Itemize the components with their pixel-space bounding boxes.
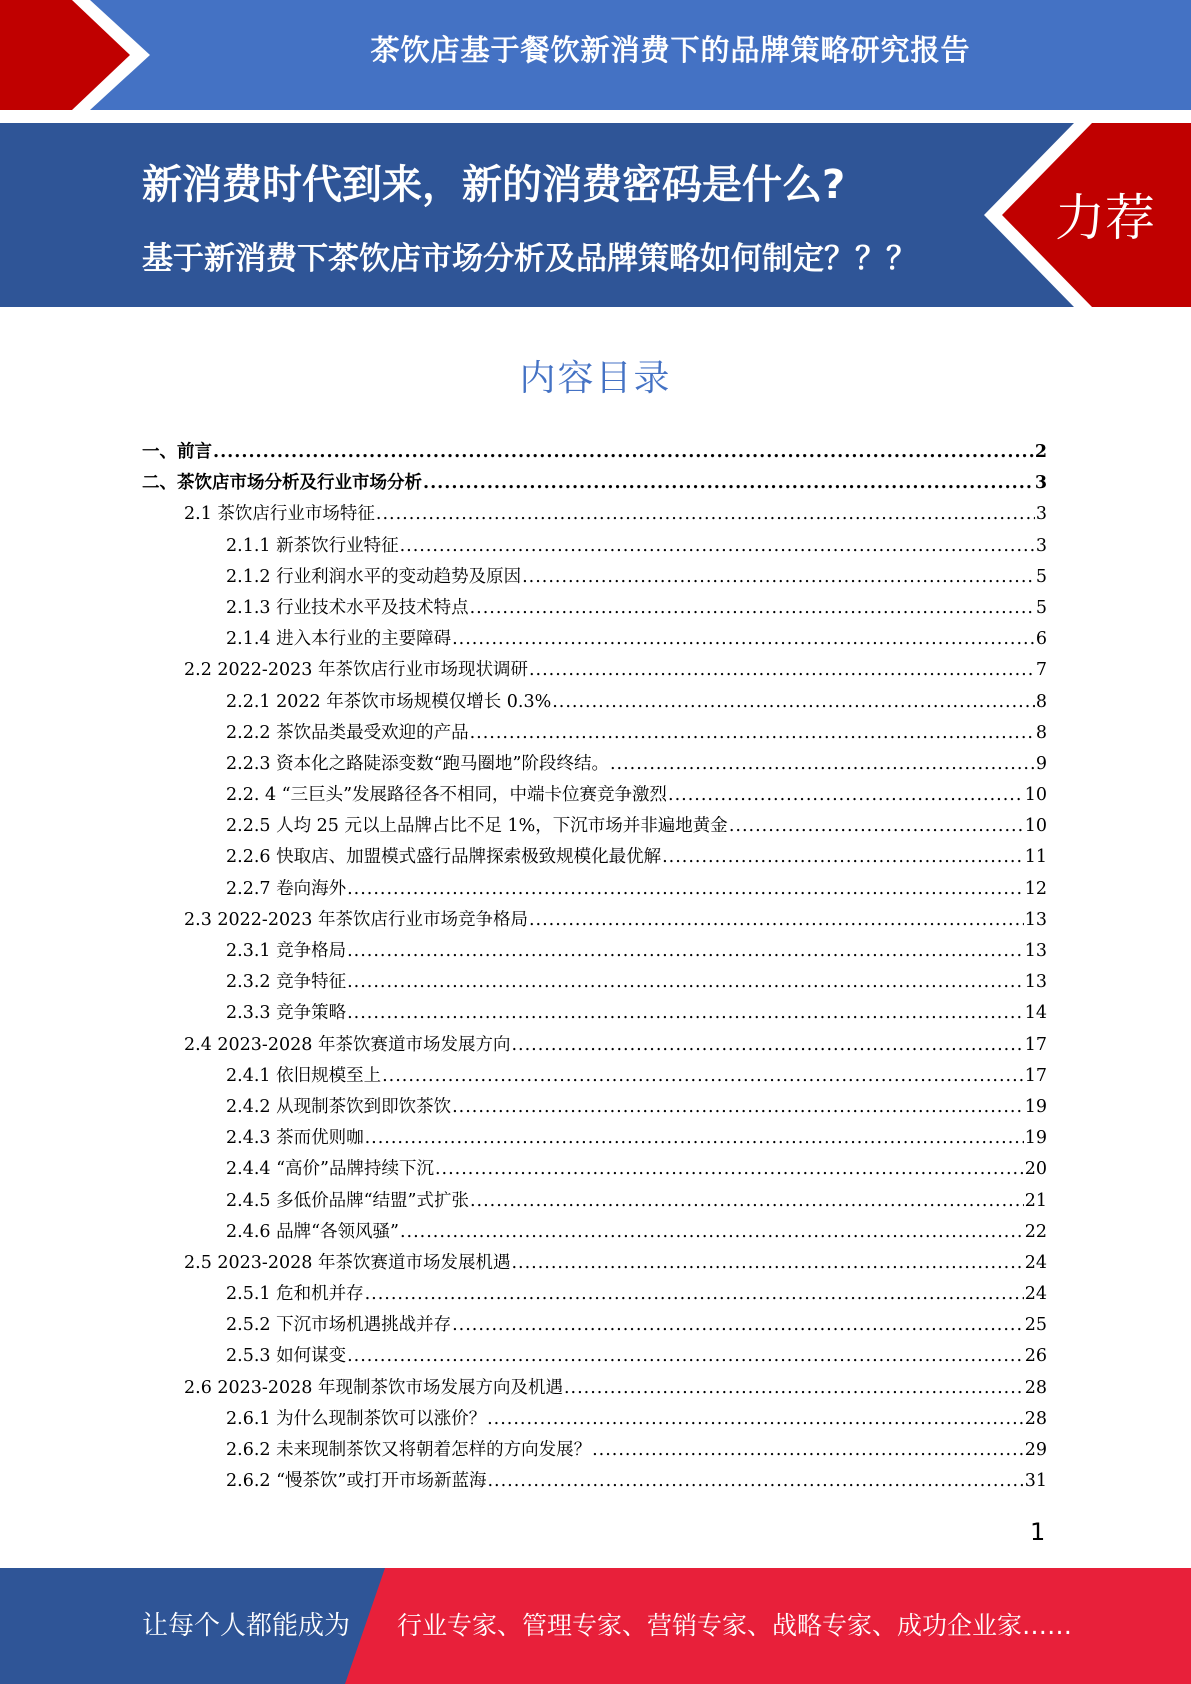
report-title: 茶饮店基于餐饮新消费下的品牌策略研究报告 (370, 33, 971, 67)
toc-entry-label: 2.3.2 竞争特征 (226, 972, 347, 993)
toc-leader-dots (347, 1341, 1024, 1372)
toc-entry[interactable] (142, 499, 1047, 530)
toc-leader-dots (400, 531, 1035, 562)
toc-entry-page: 24 (1024, 1252, 1047, 1273)
toc-entry-page: 17 (1024, 1034, 1047, 1055)
top-banner (0, 0, 1191, 110)
toc-entry-page: 13 (1024, 909, 1047, 930)
toc-entry-label: 2.1 茶饮店行业市场特征 (184, 504, 375, 525)
toc-entry-page: 25 (1024, 1315, 1047, 1336)
toc-leader-dots (529, 905, 1024, 936)
toc-leader-dots (213, 437, 1034, 468)
page-number: 1 (1030, 1518, 1046, 1546)
toc-entry[interactable] (142, 624, 1047, 655)
recommend-corner-decoration (0, 123, 1191, 307)
toc-leader-dots (347, 967, 1024, 998)
toc-entry[interactable] (142, 1186, 1047, 1217)
toc-entry-page: 8 (1035, 722, 1047, 743)
toc-entry-page: 13 (1024, 941, 1047, 961)
toc-entry-page: 3 (1034, 473, 1047, 494)
toc-leader-dots (592, 1435, 1024, 1466)
toc-entry-page: 9 (1035, 753, 1047, 774)
toc-entry-label: 2.1.4 进入本行业的主要障碍 (226, 629, 452, 650)
toc-entry[interactable] (142, 1248, 1047, 1279)
toc-entry-page: 5 (1035, 597, 1047, 618)
toc-leader-dots (487, 1466, 1023, 1497)
toc-leader-dots (452, 1092, 1024, 1123)
toc-entry-label: 2.5 2023-2028 年茶饮赛道市场发展机遇 (184, 1252, 511, 1273)
toc-entry-page: 10 (1024, 816, 1047, 837)
toc-leader-dots (365, 1123, 1024, 1154)
footer-slogan-left: 让每个人都能成为 (142, 1611, 351, 1641)
toc-entry-label: 2.4.2 从现制茶饮到即饮茶饮 (226, 1096, 452, 1117)
hero-headline: 新消费时代到来，新的消费密码是什么? (142, 162, 846, 208)
red-chevron-decoration (0, 0, 150, 110)
toc-entry-page: 14 (1024, 1003, 1047, 1024)
toc-entry-page: 11 (1024, 847, 1047, 868)
toc-entry-page: 13 (1024, 972, 1047, 993)
toc-entry[interactable] (142, 1404, 1047, 1435)
toc-entry-label: 2.6 2023-2028 年现制茶饮市场发展方向及机遇 (184, 1377, 563, 1398)
table-of-contents (142, 437, 1047, 1497)
toc-entry[interactable] (142, 1061, 1047, 1092)
toc-entry[interactable] (142, 562, 1047, 593)
toc-entry[interactable] (142, 998, 1047, 1029)
toc-entry[interactable] (142, 811, 1047, 842)
toc-entry[interactable] (142, 1466, 1047, 1497)
toc-leader-dots (347, 936, 1024, 967)
toc-entry[interactable] (142, 468, 1047, 499)
toc-entry[interactable] (142, 1435, 1047, 1466)
toc-entry-label: 2.6.2 未来现制茶饮又将朝着怎样的方向发展？ (226, 1440, 592, 1460)
toc-leader-dots (564, 1373, 1024, 1404)
toc-entry-label: 2.2.5 人均 25 元以上品牌占比不足 1%，下沉市场并非遍地黄金 (226, 816, 728, 837)
toc-entry[interactable] (142, 593, 1047, 624)
toc-leader-dots (487, 1404, 1024, 1435)
toc-entry-page: 8 (1035, 691, 1047, 712)
toc-entry[interactable] (142, 1373, 1047, 1404)
toc-entry-page: 10 (1024, 785, 1047, 806)
toc-entry-label: 2.2.7 卷向海外 (226, 878, 347, 899)
toc-entry-page: 5 (1035, 566, 1047, 587)
toc-leader-dots (400, 1217, 1024, 1248)
toc-entry[interactable] (142, 531, 1047, 562)
toc-entry-label: 2.5.1 危和机并存 (226, 1284, 364, 1305)
toc-entry-label: 2.6.1 为什么现制茶饮可以涨价？ (226, 1408, 487, 1429)
toc-leader-dots (452, 624, 1035, 655)
toc-entry-page: 7 (1035, 660, 1047, 681)
toc-entry-label: 2.2.3 资本化之路陡添变数“跑马圈地”阶段终结。 (226, 753, 609, 774)
hero-subheadline: 基于新消费下茶饮店市场分析及品牌策略如何制定？？？ (142, 241, 917, 277)
toc-entry-page: 20 (1024, 1159, 1047, 1180)
hero-banner (0, 123, 1191, 307)
toc-leader-dots (529, 655, 1035, 686)
toc-entry-page: 12 (1024, 878, 1047, 899)
toc-entry-page: 19 (1024, 1096, 1047, 1117)
toc-leader-dots (522, 562, 1035, 593)
toc-entry-label: 2.2 2022-2023 年茶饮店行业市场现状调研 (184, 660, 528, 681)
toc-entry-page: 3 (1035, 535, 1047, 556)
toc-entry[interactable] (142, 842, 1047, 873)
toc-entry[interactable] (142, 967, 1047, 998)
toc-leader-dots (452, 1310, 1024, 1341)
toc-entry[interactable] (142, 749, 1047, 780)
toc-leader-dots (662, 842, 1024, 873)
toc-leader-dots (347, 998, 1024, 1029)
toc-leader-dots (552, 687, 1035, 718)
toc-entry[interactable] (142, 1092, 1047, 1123)
recommend-badge: 力荐 (1055, 189, 1155, 247)
toc-entry-label: 2.4.3 茶而优则咖 (226, 1128, 364, 1149)
toc-entry-label: 一、前言 (142, 442, 212, 462)
toc-leader-dots (668, 780, 1024, 811)
toc-entry-label: 2.4.4 “高价”品牌持续下沉 (226, 1159, 434, 1180)
toc-entry[interactable] (142, 905, 1047, 936)
toc-entry-page: 28 (1024, 1408, 1047, 1429)
toc-entry[interactable] (142, 1030, 1047, 1061)
toc-entry-label: 2.1.3 行业技术水平及技术特点 (226, 597, 469, 618)
toc-entry-page: 3 (1035, 504, 1047, 525)
toc-entry-label: 2.3.1 竞争格局 (226, 941, 347, 961)
toc-entry-label: 2.4.6 品牌“各领风骚” (226, 1221, 399, 1242)
toc-entry[interactable] (142, 655, 1047, 686)
toc-entry-page: 6 (1035, 629, 1047, 650)
toc-leader-dots (347, 874, 1024, 905)
toc-entry[interactable] (142, 874, 1047, 905)
toc-leader-dots (470, 718, 1035, 749)
toc-entry-label: 2.5.3 如何谋变 (226, 1346, 347, 1367)
toc-entry-label: 2.3 2022-2023 年茶饮店行业市场竞争格局 (184, 909, 528, 930)
footer-banner (0, 1568, 1191, 1684)
toc-leader-dots (376, 499, 1035, 530)
toc-entry[interactable] (142, 1154, 1047, 1185)
toc-entry-label: 2.5.2 下沉市场机遇挑战并存 (226, 1315, 452, 1336)
toc-leader-dots (729, 811, 1024, 842)
toc-entry-label: 二、茶饮店市场分析及行业市场分析 (142, 473, 422, 494)
toc-entry[interactable] (142, 718, 1047, 749)
toc-entry-label: 2.4.5 多低价品牌“结盟”式扩张 (226, 1190, 469, 1211)
toc-entry-label: 2.4.1 依旧规模至上 (226, 1065, 382, 1086)
toc-leader-dots (423, 468, 1034, 499)
toc-entry[interactable] (142, 1279, 1047, 1310)
toc-entry-label: 2.4 2023-2028 年茶饮赛道市场发展方向 (184, 1034, 511, 1055)
toc-entry[interactable] (142, 687, 1047, 718)
toc-entry-page: 26 (1024, 1346, 1047, 1367)
toc-entry-label: 2.2.2 茶饮品类最受欢迎的产品 (226, 722, 469, 743)
toc-entry[interactable] (142, 437, 1047, 468)
toc-title: 内容目录 (519, 358, 672, 399)
toc-entry[interactable] (142, 1310, 1047, 1341)
toc-entry-label: 2.6.2 “慢茶饮”或打开市场新蓝海 (226, 1471, 487, 1492)
toc-entry[interactable] (142, 936, 1047, 967)
toc-entry-label: 2.1.1 新茶饮行业特征 (226, 535, 399, 556)
toc-entry[interactable] (142, 1217, 1047, 1248)
toc-entry-page: 17 (1024, 1065, 1047, 1086)
toc-entry-page: 19 (1024, 1128, 1047, 1149)
toc-entry-page: 31 (1024, 1471, 1047, 1492)
footer-slogan-right: 行业专家、管理专家、营销专家、战略专家、成功企业家…… (397, 1611, 1073, 1640)
toc-leader-dots (610, 749, 1035, 780)
toc-entry-label: 2.2.1 2022 年茶饮市场规模仅增长 0.3% (226, 691, 552, 712)
toc-entry[interactable] (142, 1341, 1047, 1372)
toc-leader-dots (511, 1030, 1023, 1061)
toc-entry-page: 22 (1024, 1221, 1047, 1242)
toc-leader-dots (365, 1279, 1024, 1310)
toc-leader-dots (470, 1186, 1024, 1217)
toc-leader-dots (382, 1061, 1024, 1092)
toc-entry-page: 21 (1024, 1190, 1047, 1211)
toc-leader-dots (511, 1248, 1023, 1279)
toc-entry-label: 2.2.6 快取店、加盟模式盛行品牌探索极致规模化最优解 (226, 847, 662, 868)
toc-entry[interactable] (142, 780, 1047, 811)
toc-entry[interactable] (142, 1123, 1047, 1154)
toc-entry-page: 24 (1024, 1284, 1047, 1305)
toc-entry-page: 2 (1034, 442, 1047, 462)
toc-entry-page: 28 (1024, 1377, 1047, 1398)
toc-entry-label: 2.3.3 竞争策略 (226, 1003, 347, 1024)
toc-entry-label: 2.2. 4 “三巨头”发展路径各不相同，中端卡位赛竞争激烈 (226, 785, 668, 806)
toc-entry-label: 2.1.2 行业利润水平的变动趋势及原因 (226, 566, 522, 587)
toc-leader-dots (470, 593, 1035, 624)
toc-leader-dots (435, 1154, 1024, 1185)
toc-entry-page: 29 (1024, 1440, 1047, 1460)
